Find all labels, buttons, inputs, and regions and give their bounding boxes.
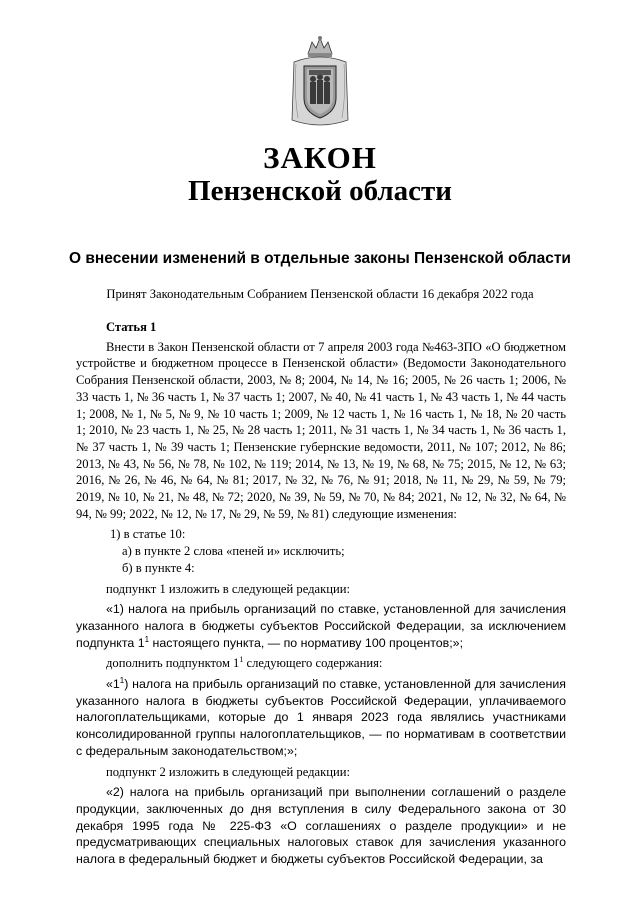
list-item-1: 1) в статье 10:: [110, 527, 186, 542]
quote-subparagraph-2: «2) налога на прибыль организаций при выполнении соглашений о разделе продукции, заключенных до дня вступления в силу Федерального закона от 30 декабря 1995 года № 225-ФЗ «О соглашениях о разделе продукции» и не предусматривающих специальных налоговых ставок для зачисления указанного налога в федеральный бюджет и бюджеты субъектов Российской Федерации, за: [76, 785, 566, 867]
add-subparagraph-intro: дополнить подпунктом $1^1$ следующего содержания:: [106, 655, 383, 671]
coat-of-arms-emblem: [286, 34, 354, 132]
law-title: ЗАКОН: [263, 140, 377, 175]
list-item-1b: б) в пункте 4:: [122, 560, 195, 575]
adoption-line: Принят Законодательным Собранием Пензенской области 16 декабря 2022 года: [106, 287, 534, 301]
region-title: Пензенской области: [188, 175, 452, 207]
subparagraph-1-intro: подпункт 1 изложить в следующей редакции:: [106, 581, 350, 596]
quote-subparagraph-1: «1) налога на прибыль организаций по ставке, установленной для зачисления указанного налога в бюджеты субъектов Российской Федерации, за исключением подпункта $1^1$ настоящего пункта, — по нормативу 100 процентов;»;: [76, 602, 566, 650]
law-subtitle: О внесении изменений в отдельные законы Пензенской области: [69, 250, 571, 267]
quote-subparagraph-1-1: «$1^1$) налога на прибыль организаций по ставке, установленной для зачисления указанного налога в бюджеты субъектов Российской Федерации, уплачиваемого налогоплательщиками, которые до 1 января 2023 года являлись участниками консолидированной группы налогоплательщиков, — по нормативам в соответствии с федеральным законодательством;»;: [76, 675, 566, 758]
subparagraph-2-intro: подпункт 2 изложить в следующей редакции:: [106, 764, 350, 779]
list-item-1a: а) в пункте 2 слова «пеней и» исключить;: [122, 544, 345, 559]
article-intro: Внести в Закон Пензенской области от 7 апреля 2003 года №463-ЗПО «О бюджетном устройстве и бюджетном процессе в Пензенской области» (Ведомости Законодательного Собрания Пензенской области, 2003, № 8; 2004, № 14, № 16; 2005, № 26 часть 1; 2006, № 33 часть 1, № 36 часть 1, № 37 часть 1; 2007, № 40, № 41 часть 1, № 43 часть 1, № 44 часть 1; 2008, № 1, № 5, № 9, № 10 часть 1; 2009, № 12 часть 1, № 16 часть 1, № 18, № 20 часть 1; 2010, № 23 часть 1, № 25, № 28 часть 1; 2011, № 31 часть 1, № 34 часть 1, № 36 часть 1, № 37 часть 1, № 39 часть 1; Пензенские губернские ведомости, 2011, № 107; 2012, № 86; 2013, № 43, № 56, № 78, № 102, № 119; 2014, № 13, № 19, № 68, № 75; 2015, № 12, № 63; 2016, № 26, № 46, № 64, № 81; 2017, № 32, № 76, № 91; 2018, № 11, № 29, № 59, № 79; 2019, № 10, № 21, № 48, № 72; 2020, № 39, № 59, № 70, № 84; 2021, № 12, № 32, № 64, № 94, № 99; 2022, № 12, № 17, № 29, № 59, № 81) следующие изменения:: [76, 339, 566, 521]
article-heading: Статья 1: [106, 320, 157, 334]
document-body: [76, 319, 566, 868]
